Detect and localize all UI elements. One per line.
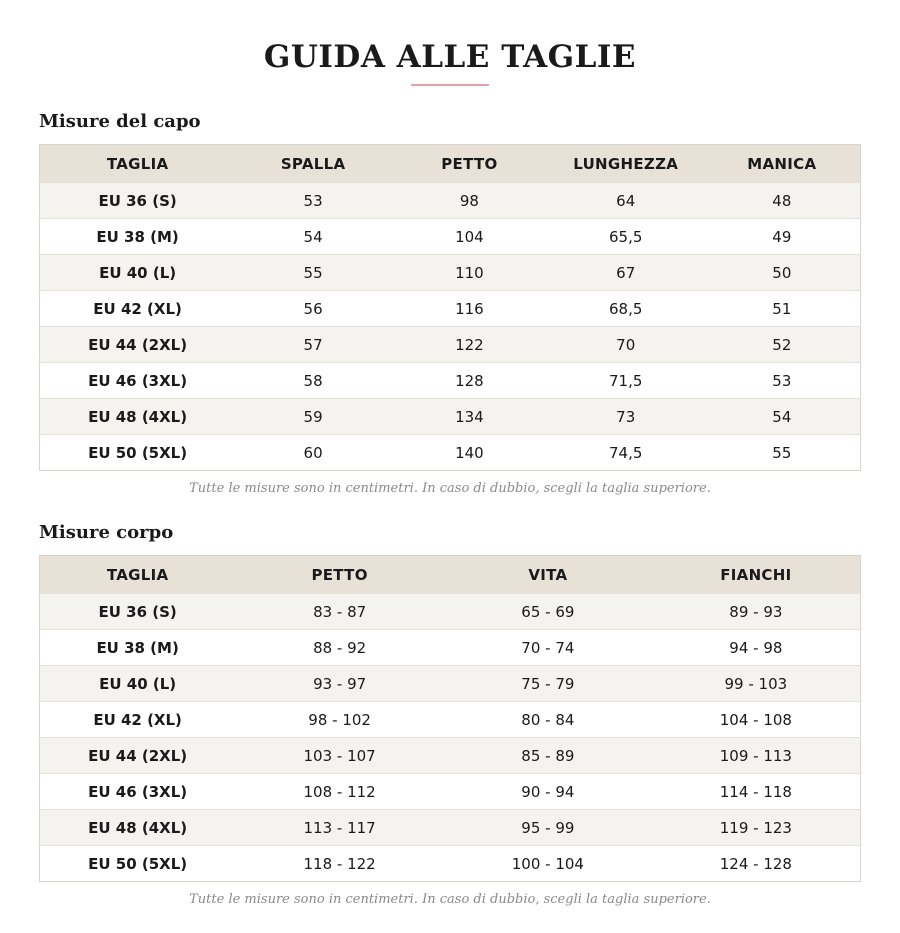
measurement-cell: 104 - 108: [719, 710, 792, 729]
measurement-cell: 55: [772, 443, 792, 462]
measurement-cell: 57: [303, 335, 323, 354]
measurement-cell: 64: [616, 191, 636, 210]
measurement-cell: 94 - 98: [729, 638, 783, 657]
measurement-cell: 114 - 118: [719, 782, 792, 801]
measurement-cell: 56: [303, 299, 323, 318]
measurement-cell: 55: [303, 263, 323, 282]
size-cell: EU 38 (M): [96, 227, 179, 246]
table-row: [40, 291, 861, 327]
table-row: [40, 666, 861, 702]
measurement-cell: 68,5: [609, 299, 643, 318]
table-row: [40, 738, 861, 774]
measurement-cell: 128: [455, 371, 484, 390]
measurement-cell: 98: [459, 191, 479, 210]
column-header: LUNGHEZZA: [573, 154, 679, 173]
measurement-cell: 103 - 107: [303, 746, 376, 765]
measurement-cell: 49: [772, 227, 792, 246]
size-cell: EU 44 (2XL): [88, 335, 188, 354]
column-header: MANICA: [747, 154, 817, 173]
measurement-cell: 88 - 92: [313, 638, 367, 657]
size-cell: EU 40 (L): [99, 263, 177, 282]
table-row: [40, 846, 861, 882]
size-cell: EU 46 (3XL): [88, 371, 188, 390]
table-row: [40, 363, 861, 399]
table-row: [40, 630, 861, 666]
garment-table-note: Tutte le misure sono in centimetri. In caso di dubbio, scegli la taglia superiore.: [189, 481, 711, 496]
measurement-cell: 124 - 128: [719, 854, 792, 873]
table-row: [40, 435, 861, 471]
table-row: [40, 810, 861, 846]
measurement-cell: 51: [772, 299, 792, 318]
table-row: [40, 702, 861, 738]
size-cell: EU 50 (5XL): [88, 854, 188, 873]
column-header: PETTO: [441, 154, 498, 173]
measurement-cell: 75 - 79: [521, 674, 575, 693]
measurement-cell: 108 - 112: [303, 782, 376, 801]
size-cell: EU 42 (XL): [93, 299, 182, 318]
measurement-cell: 70 - 74: [521, 638, 575, 657]
measurement-cell: 52: [772, 335, 792, 354]
table-row: [40, 774, 861, 810]
size-cell: EU 50 (5XL): [88, 443, 188, 462]
measurement-cell: 140: [455, 443, 484, 462]
size-cell: EU 36 (S): [98, 191, 177, 210]
size-cell: EU 44 (2XL): [88, 746, 188, 765]
measurement-cell: 70: [616, 335, 636, 354]
measurement-cell: 116: [455, 299, 484, 318]
page-title: GUIDA ALLE TAGLIE: [263, 39, 637, 75]
measurement-cell: 58: [303, 371, 323, 390]
table-row: [40, 327, 861, 363]
measurement-cell: 65 - 69: [521, 602, 575, 621]
measurement-cell: 50: [772, 263, 792, 282]
measurement-cell: 113 - 117: [303, 818, 376, 837]
body-table-note: Tutte le misure sono in centimetri. In caso di dubbio, scegli la taglia superiore.: [189, 892, 711, 907]
measurement-cell: 53: [772, 371, 792, 390]
column-header: PETTO: [311, 565, 368, 584]
measurement-cell: 99 - 103: [724, 674, 788, 693]
measurement-cell: 90 - 94: [521, 782, 575, 801]
measurement-cell: 109 - 113: [719, 746, 792, 765]
body-measurements-table: [39, 555, 861, 882]
garment-measurements-heading: Misure del capo: [39, 111, 201, 132]
column-header: TAGLIA: [106, 565, 169, 584]
measurement-cell: 119 - 123: [719, 818, 792, 837]
measurement-cell: 85 - 89: [521, 746, 575, 765]
table-row: [40, 399, 861, 435]
title-underline: [411, 84, 489, 86]
measurement-cell: 83 - 87: [313, 602, 367, 621]
table-header-row: [40, 556, 861, 594]
table-row: [40, 255, 861, 291]
measurement-cell: 53: [303, 191, 323, 210]
body-measurements-heading: Misure corpo: [39, 522, 174, 543]
measurement-cell: 54: [303, 227, 323, 246]
measurement-cell: 118 - 122: [303, 854, 376, 873]
column-header: VITA: [528, 565, 568, 584]
measurement-cell: 67: [616, 263, 636, 282]
size-cell: EU 38 (M): [96, 638, 179, 657]
size-cell: EU 42 (XL): [93, 710, 182, 729]
measurement-cell: 59: [303, 407, 323, 426]
measurement-cell: 98 - 102: [308, 710, 371, 729]
size-cell: EU 48 (4XL): [88, 818, 188, 837]
measurement-cell: 110: [455, 263, 484, 282]
measurement-cell: 60: [303, 443, 323, 462]
measurement-cell: 122: [455, 335, 484, 354]
size-cell: EU 36 (S): [98, 602, 177, 621]
measurement-cell: 65,5: [609, 227, 643, 246]
table-header-row: [40, 145, 861, 183]
measurement-cell: 89 - 93: [729, 602, 783, 621]
table-row: [40, 183, 861, 219]
measurement-cell: 93 - 97: [313, 674, 367, 693]
column-header: TAGLIA: [106, 154, 169, 173]
size-cell: EU 46 (3XL): [88, 782, 188, 801]
measurement-cell: 134: [455, 407, 484, 426]
size-cell: EU 48 (4XL): [88, 407, 188, 426]
measurement-cell: 54: [772, 407, 792, 426]
measurement-cell: 80 - 84: [521, 710, 575, 729]
measurement-cell: 74,5: [609, 443, 643, 462]
table-row: [40, 219, 861, 255]
table-row: [40, 594, 861, 630]
measurement-cell: 48: [772, 191, 792, 210]
measurement-cell: 100 - 104: [511, 854, 584, 873]
measurement-cell: 71,5: [609, 371, 643, 390]
column-header: SPALLA: [280, 154, 346, 173]
column-header: FIANCHI: [720, 565, 792, 584]
size-cell: EU 40 (L): [99, 674, 177, 693]
garment-measurements-table: [39, 144, 861, 471]
measurement-cell: 73: [616, 407, 636, 426]
measurement-cell: 104: [455, 227, 484, 246]
measurement-cell: 95 - 99: [521, 818, 575, 837]
